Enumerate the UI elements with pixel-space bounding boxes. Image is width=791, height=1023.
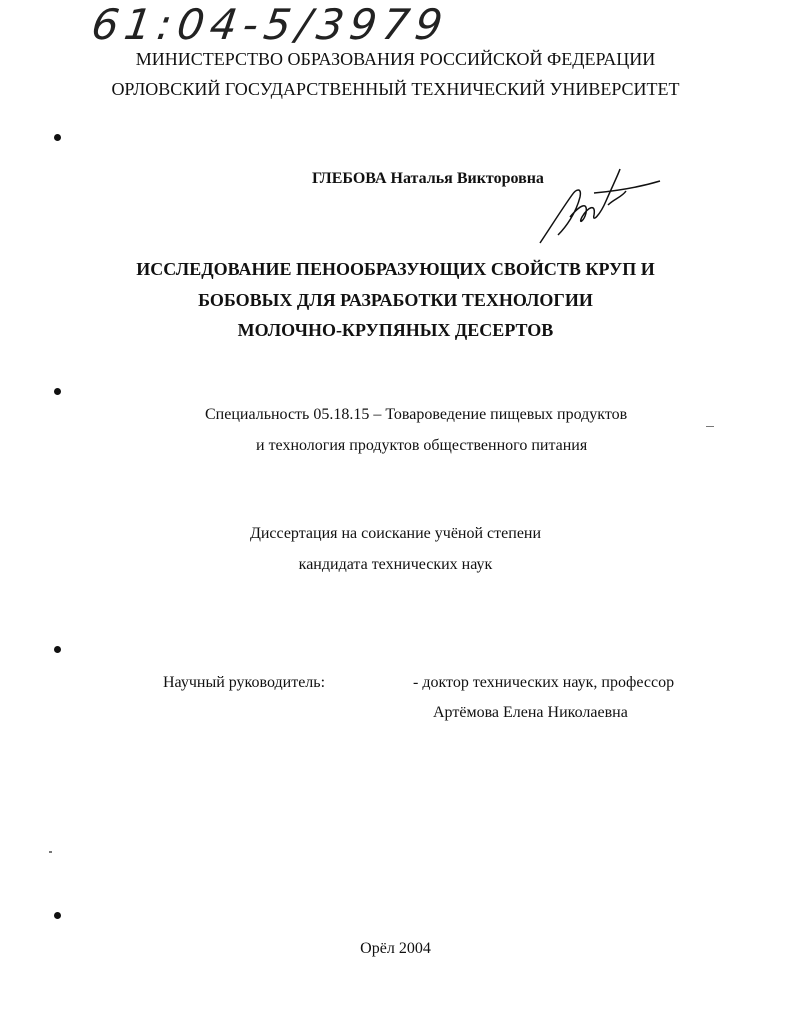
scan-speck xyxy=(49,851,52,853)
specialty-line-1: Специальность 05.18.15 – Товароведение пищевых продуктов xyxy=(205,406,628,423)
thesis-title-line-3: МОЛОЧНО-КРУПЯНЫХ ДЕСЕРТОВ xyxy=(237,320,554,340)
author-signature xyxy=(536,165,666,250)
scan-speck xyxy=(706,426,714,427)
binding-hole-mark xyxy=(54,646,61,653)
dissertation-line-1: Диссертация на соискание учёной степени xyxy=(249,525,542,542)
binding-hole-mark xyxy=(54,388,61,395)
binding-hole-mark xyxy=(54,912,61,919)
archive-number-handwritten: 61:04-5/3979 xyxy=(88,0,452,49)
binding-hole-mark xyxy=(54,134,61,141)
thesis-title-line-2: БОБОВЫХ ДЛЯ РАЗРАБОТКИ ТЕХНОЛОГИИ xyxy=(198,290,593,310)
thesis-title-line-1: ИССЛЕДОВАНИЕ ПЕНООБРАЗУЮЩИХ СВОЙСТВ КРУП И xyxy=(136,259,655,279)
supervisor-name: Артёмова Елена Николаевна xyxy=(433,704,628,721)
supervisor-label: Научный руководитель: xyxy=(163,674,326,691)
supervisor-degree: - доктор технических наук, профессор xyxy=(413,674,675,691)
ministry-name: МИНИСТЕРСТВО ОБРАЗОВАНИЯ РОССИЙСКОЙ ФЕДЕРАЦИИ xyxy=(135,49,656,69)
place-and-year: Орёл 2004 xyxy=(360,940,431,957)
dissertation-line-2: кандидата технических наук xyxy=(298,556,493,573)
specialty-line-2: и технология продуктов общественного питания xyxy=(256,437,588,454)
university-name: ОРЛОВСКИЙ ГОСУДАРСТВЕННЫЙ ТЕХНИЧЕСКИЙ УНИВЕРСИТЕТ xyxy=(111,79,680,99)
author-name: ГЛЕБОВА Наталья Викторовна xyxy=(312,170,544,187)
